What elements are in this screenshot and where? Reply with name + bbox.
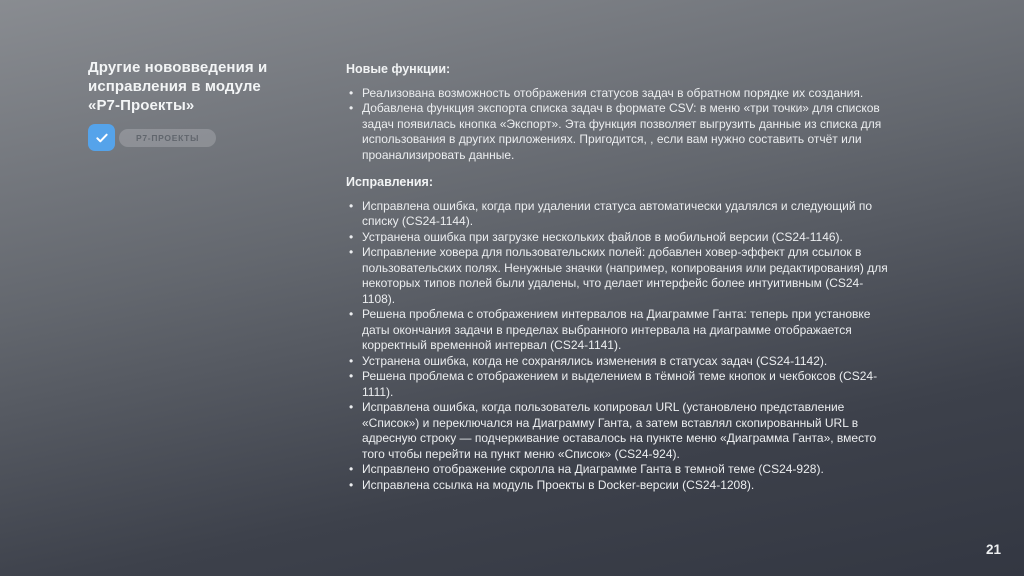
badge-row (88, 124, 288, 151)
slide-title: Другие нововведения и исправления в модуле «Р7-Проекты» (88, 59, 268, 114)
list-item: • Решена проблема с отображением и выделением в тёмной теме кнопок и чекбоксов (CS24-1111). (346, 369, 891, 400)
list-item: • Устранена ошибка при загрузке нескольких файлов в мобильной версии (CS24-1146). (346, 230, 891, 246)
list-item: • Устранена ошибка, когда не сохранялись изменения в статусах задач (CS24-1142). (346, 354, 891, 370)
fixes-list (346, 199, 891, 494)
list-item: • Реализована возможность отображения статусов задач в обратном порядке их создания. (346, 86, 891, 102)
list-item: • Исправление ховера для пользовательских полей: добавлен ховер-эффект для ссылок в пользовательских полях. Ненужные значки (например, копирования или редактирования) для некоторых типов полей были удалены, что делает интерфейс более интуитивным (CS24-1108). (346, 245, 891, 307)
list-item: • Исправлена ссылка на модуль Проекты в Docker-версии (CS24-1208). (346, 478, 891, 494)
section-heading-fixes: Исправления: (346, 175, 434, 189)
checkbox-checked[interactable] (88, 124, 115, 151)
left-panel (88, 58, 288, 151)
list-item: • Исправлено отображение скролла на Диаграмме Ганта в темной теме (CS24-928). (346, 462, 891, 478)
release-notes-content (346, 62, 891, 493)
module-badge: Р7-ПРОЕКТЫ (119, 129, 216, 147)
list-item: • Исправлена ошибка, когда при удалении статуса автоматически удалялся и следующий по списку (CS24-1144). (346, 199, 891, 230)
list-item: • Добавлена функция экспорта списка задач в формате CSV: в меню «три точки» для списков задач появилась кнопка «Экспорт». Эта функция позволяет выгрузить данные из списка для использования в других приложениях. Пригодится, , если вам нужно составить отчёт или проанализировать данные. (346, 101, 891, 163)
checkmark-icon (94, 130, 110, 146)
list-item: • Решена проблема с отображением интервалов на Диаграмме Ганта: теперь при установке даты окончания задачи в пределах выбранного интервала на диаграмме отображается корректный временной интервал (CS24-1141). (346, 307, 891, 354)
section-fixes (346, 175, 891, 493)
new-features-list (346, 86, 891, 164)
list-item: • Исправлена ошибка, когда пользователь копировал URL (установлено представление «Список») и переключался на Диаграмму Ганта, а затем вставлял скопированный URL в адресную строку — подчеркивание оставалось на пункте меню «Диаграмма Ганта», вместо того чтобы перейти на пункт меню «Список» (CS24-924). (346, 400, 891, 462)
section-heading-new-features: Новые функции: (346, 62, 451, 76)
page-number: 21 (985, 542, 1001, 557)
section-new-features (346, 62, 891, 163)
